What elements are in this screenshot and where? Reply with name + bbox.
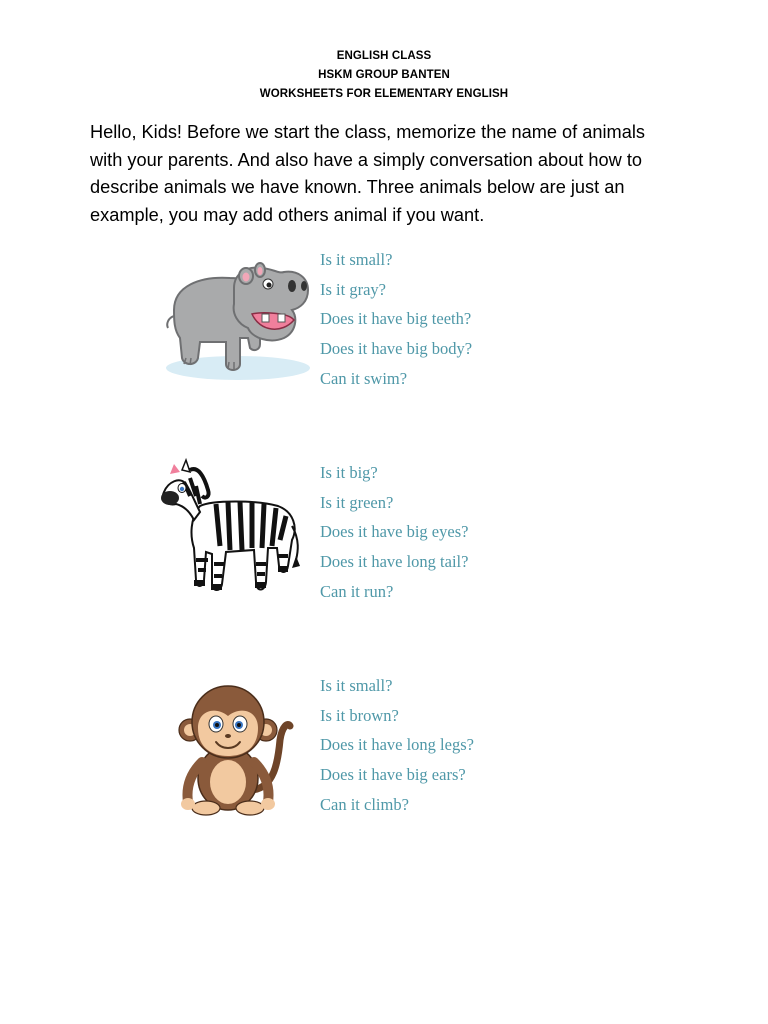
question-item: Can it climb? xyxy=(320,794,409,814)
question-item: Does it have big eyes? xyxy=(320,522,469,542)
question-item: Does it have big body? xyxy=(320,339,473,359)
intro-line: with your parents. And also have a simply conversation about how to xyxy=(90,149,643,170)
monkey-questions xyxy=(320,674,474,822)
question-item: Does it have long legs? xyxy=(320,735,474,755)
header-class-title: ENGLISH CLASS xyxy=(336,50,432,62)
question-item: Is it green? xyxy=(320,492,394,512)
intro-line: Hello, Kids! Before we start the class, memorize the name of animals xyxy=(90,122,645,142)
worksheet-header xyxy=(0,47,768,104)
header-group-name: HSKM GROUP BANTEN xyxy=(318,69,450,81)
hippo-icon xyxy=(160,258,312,382)
question-item: Does it have big teeth? xyxy=(320,309,472,329)
question-item: Can it swim? xyxy=(320,368,408,388)
question-item: Is it brown? xyxy=(320,705,399,725)
zebra-icon xyxy=(160,456,302,598)
intro-line: example, you may add others animal if you want. xyxy=(90,204,485,225)
question-item: Does it have long tail? xyxy=(320,552,469,572)
header-worksheet-title: WORKSHEETS FOR ELEMENTARY ENGLISH xyxy=(259,88,509,100)
hippo-questions xyxy=(320,248,472,396)
question-item: Is it gray? xyxy=(320,279,386,299)
intro-paragraph xyxy=(90,119,690,229)
question-item: Is it big? xyxy=(320,463,378,482)
question-item: Is it small? xyxy=(320,676,393,695)
monkey-icon xyxy=(176,678,294,818)
intro-line: describe animals we have known. Three animals below are just an xyxy=(90,177,625,197)
question-item: Can it run? xyxy=(320,581,394,601)
question-item: Does it have big ears? xyxy=(320,765,466,785)
zebra-questions xyxy=(320,461,468,609)
question-item: Is it small? xyxy=(320,250,393,269)
